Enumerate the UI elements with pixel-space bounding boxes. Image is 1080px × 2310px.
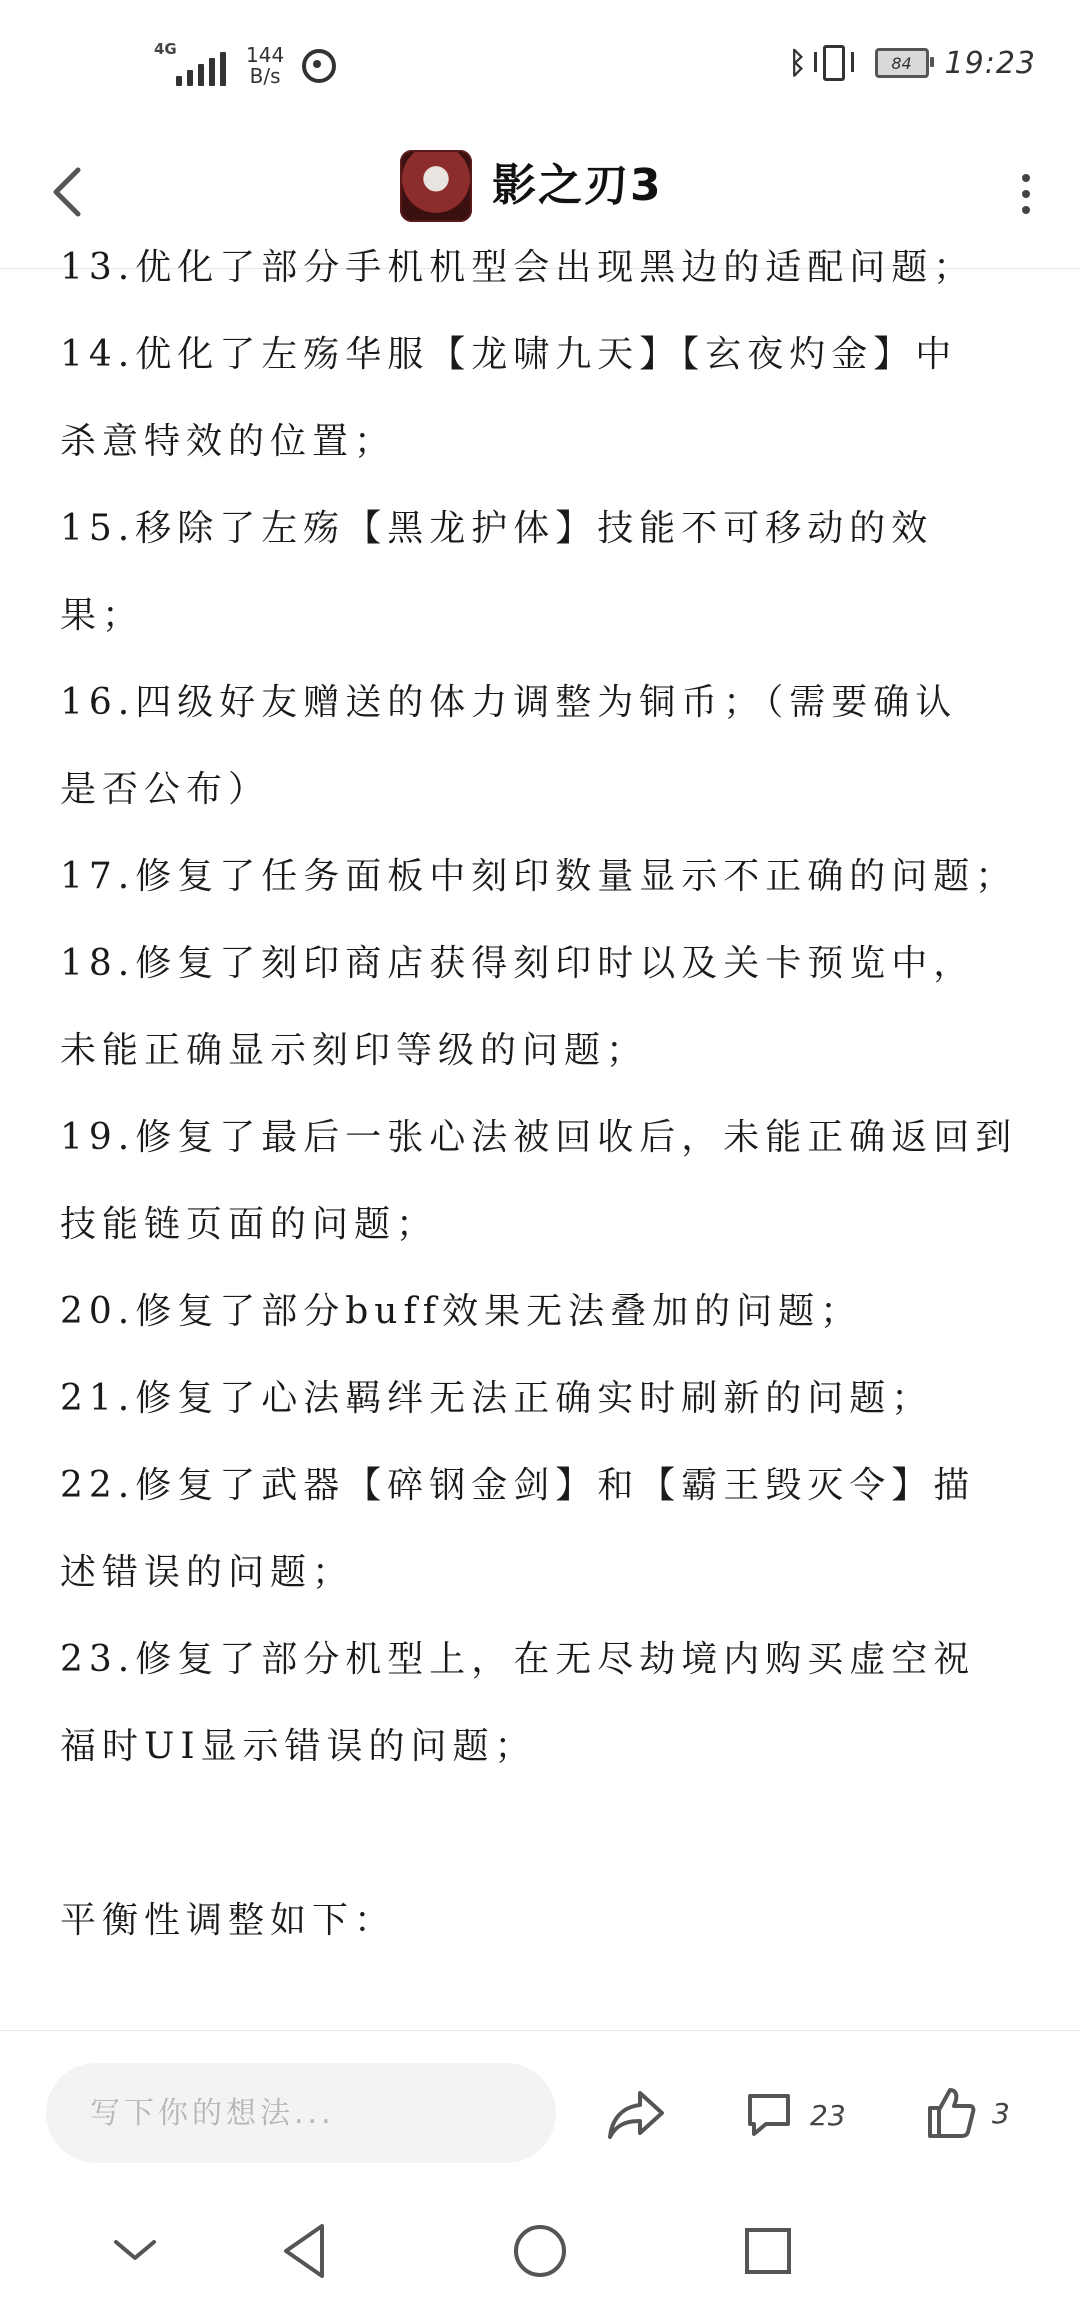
content-line: 福时UI显示错误的问题；	[60, 1726, 537, 1767]
content-line: 18.修复了刻印商店获得刻印时以及关卡预览中，	[60, 943, 976, 984]
network-speed	[246, 45, 284, 87]
page-title[interactable]: 影之刃3	[492, 160, 663, 211]
nav-recents-button[interactable]	[733, 2216, 803, 2286]
content-line: 果；	[60, 595, 145, 636]
share-button[interactable]	[606, 2087, 666, 2143]
status-right	[789, 40, 1036, 86]
content-line: 14.优化了左殇华服【龙啸九天】【玄夜灼金】中	[60, 334, 958, 375]
thumbs-up-icon	[926, 2086, 976, 2140]
triangle-back-icon	[272, 2216, 342, 2286]
app-logo[interactable]	[400, 150, 472, 222]
content-line: 23.修复了部分机型上，在无尽劫境内购买虚空祝	[60, 1639, 976, 1680]
comment-input[interactable]	[46, 2063, 556, 2163]
clock: 19:23	[944, 45, 1036, 81]
chevron-down-icon	[100, 2216, 170, 2286]
content-line: 未能正确显示刻印等级的问题；	[60, 1030, 649, 1071]
content-line: 17.修复了任务面板中刻印数量显示不正确的问题；	[60, 856, 1018, 897]
like-count: 3	[992, 2096, 1010, 2130]
vibrate-icon	[823, 45, 845, 81]
content-line: 22.修复了武器【碎钢金剑】和【霸王毁灭令】描	[60, 1465, 976, 1506]
nav-back-button[interactable]	[272, 2216, 342, 2286]
content-line: 平衡性调整如下：	[60, 1900, 397, 1941]
battery-level: 84	[891, 53, 912, 73]
back-button[interactable]	[44, 160, 88, 224]
more-dot-icon	[1022, 174, 1030, 182]
content-line: 19.修复了最后一张心法被回收后，未能正确返回到	[60, 1117, 1018, 1158]
music-app-icon	[302, 49, 336, 83]
system-nav-bar	[0, 2190, 1080, 2310]
content-line: 16.四级好友赠送的体力调整为铜币；（需要确认	[60, 682, 958, 723]
battery-icon	[875, 48, 929, 78]
square-recents-icon	[733, 2216, 803, 2286]
network-type: 4G	[154, 40, 177, 58]
status-bar	[0, 0, 1080, 120]
more-dot-icon	[1022, 206, 1030, 214]
share-icon	[606, 2087, 666, 2143]
comment-count: 23	[810, 2098, 846, 2132]
more-dot-icon	[1022, 190, 1030, 198]
back-arrow-icon	[44, 160, 88, 224]
content-line: 杀意特效的位置；	[60, 421, 397, 462]
content-line: 21.修复了心法羁绊无法正确实时刷新的问题；	[60, 1378, 934, 1419]
content-line: 20.修复了部分buff效果无法叠加的问题；	[60, 1291, 863, 1332]
bottom-action-bar	[0, 2030, 1080, 2191]
bluetooth-icon: ᛒ	[788, 45, 807, 81]
status-left	[154, 36, 336, 96]
nav-hide-button[interactable]	[100, 2216, 170, 2286]
comment-icon	[744, 2090, 794, 2140]
like-button[interactable]	[926, 2083, 1010, 2143]
circle-home-icon	[505, 2216, 575, 2286]
content-line: 13.优化了部分手机机型会出现黑边的适配问题；	[60, 247, 976, 288]
comment-button[interactable]	[744, 2085, 846, 2145]
content-line: 15.移除了左殇【黑龙护体】技能不可移动的效	[60, 508, 934, 549]
speed-value: 144	[246, 43, 285, 67]
signal-icon	[154, 40, 226, 86]
content-line: 是否公布）	[60, 769, 271, 810]
more-options-button[interactable]	[1016, 164, 1036, 224]
nav-home-button[interactable]	[505, 2216, 575, 2286]
content-line: 述错误的问题；	[60, 1552, 355, 1593]
speed-unit: B/s	[249, 64, 281, 88]
content-line: 技能链页面的问题；	[60, 1204, 439, 1245]
post-content	[60, 247, 1020, 2028]
